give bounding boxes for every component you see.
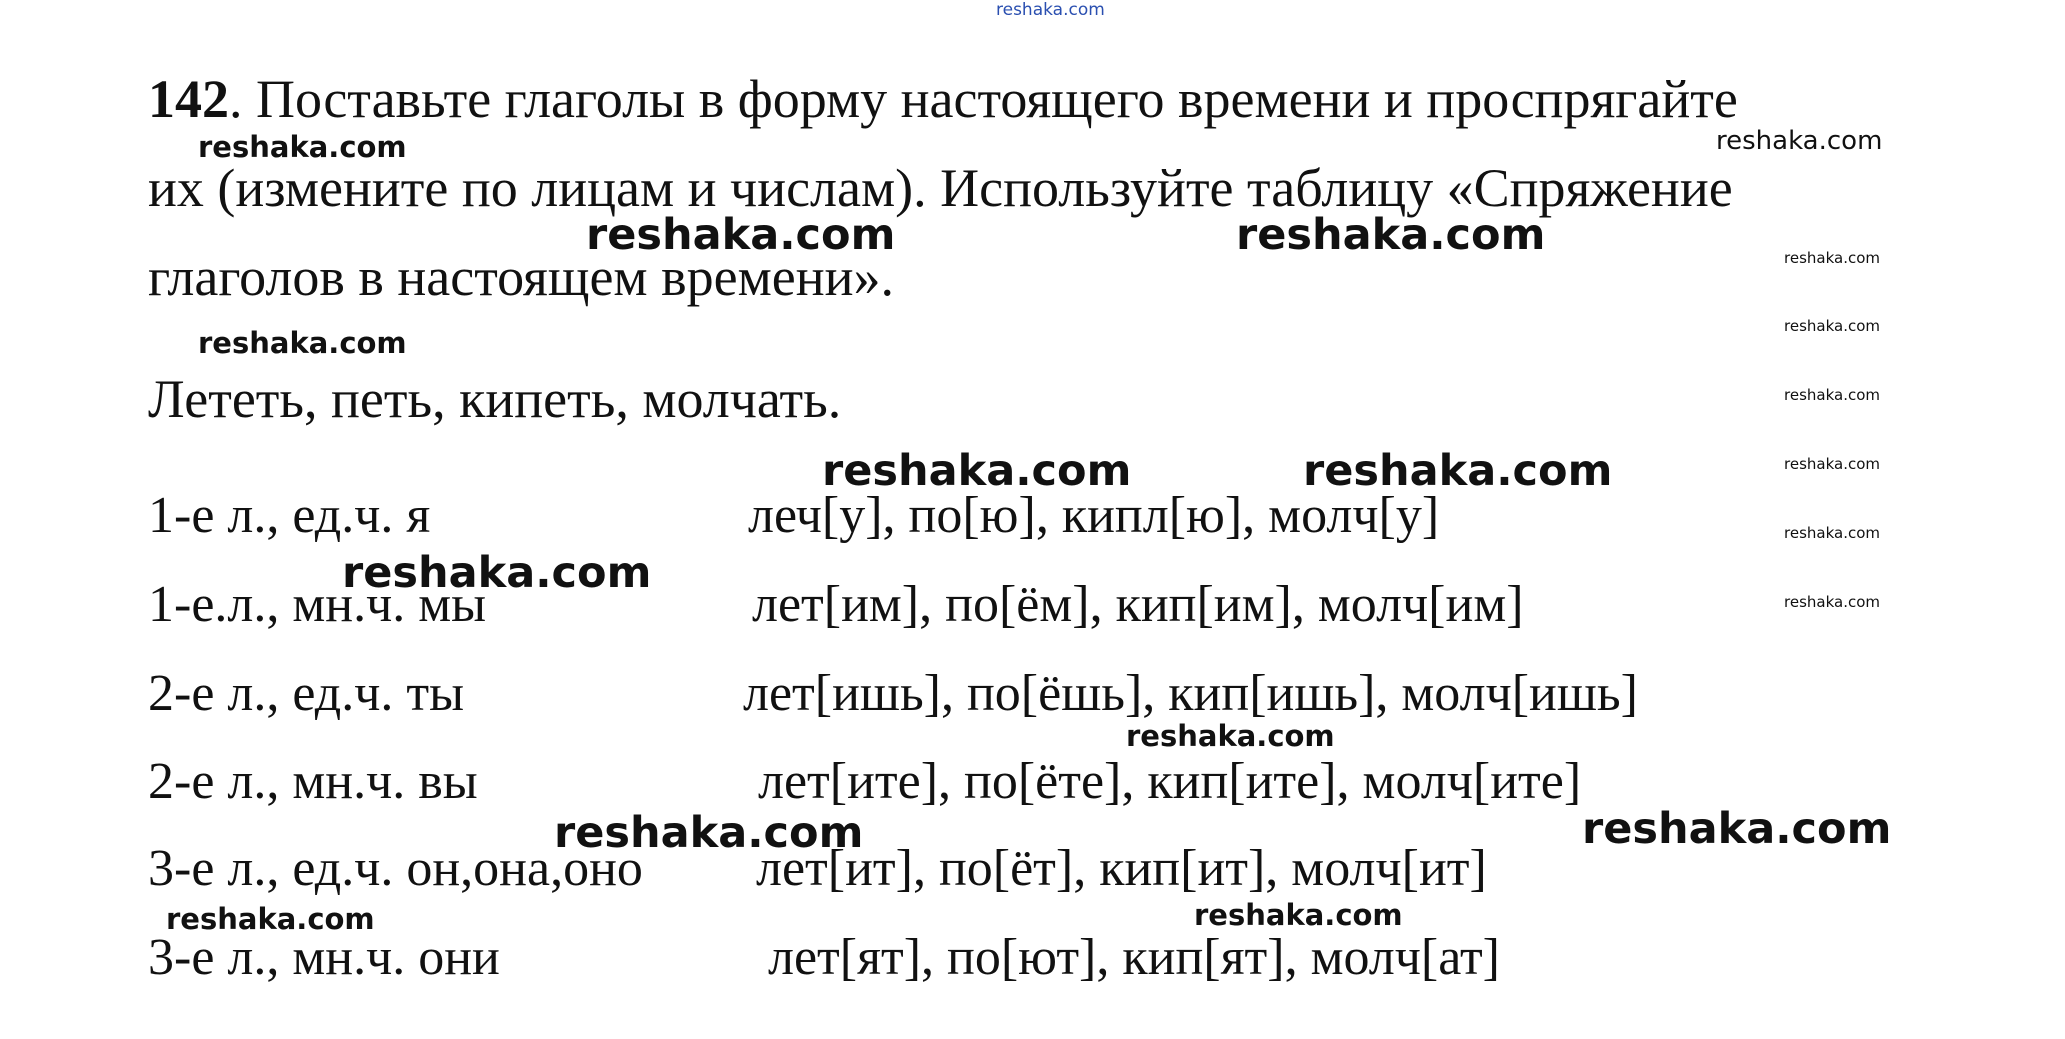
- watermark: reshaka.com: [1194, 898, 1403, 932]
- watermark: reshaka.com: [198, 326, 407, 360]
- conjugation-label-3pl: 3-е л., мн.ч. они: [148, 929, 500, 986]
- watermark: reshaka.com: [1126, 719, 1335, 753]
- watermark: reshaka.com: [1784, 317, 1880, 335]
- watermark: reshaka.com: [198, 130, 407, 164]
- watermark: reshaka.com: [1582, 804, 1892, 854]
- watermark: reshaka.com: [554, 808, 864, 858]
- conjugation-forms-3pl: лет[ят], по[ют], кип[ят], молч[ат]: [768, 929, 1500, 986]
- exercise-line-2: их (измените по лицам и числам). Используйте таблицу «Спряжение: [148, 158, 1733, 218]
- conjugation-forms-2sg: лет[ишь], по[ёшь], кип[ишь], молч[ишь]: [743, 665, 1638, 722]
- watermark: reshaka.com: [1784, 524, 1880, 542]
- watermark: reshaka.com: [342, 548, 652, 598]
- conjugation-forms-1sg: леч[у], по[ю], кипл[ю], молч[у]: [748, 487, 1440, 544]
- conjugation-label-2pl: 2-е л., мн.ч. вы: [148, 753, 478, 810]
- watermark-top: reshaka.com: [996, 0, 1105, 20]
- conjugation-label-1pl: 1-е.л., мн.ч. мы: [148, 576, 487, 633]
- watermark: reshaka.com: [822, 446, 1132, 496]
- conjugation-forms-2pl: лет[ите], по[ёте], кип[ите], молч[ите]: [758, 753, 1582, 810]
- conjugation-label-2sg: 2-е л., ед.ч. ты: [148, 665, 465, 722]
- conjugation-forms-3sg: лет[ит], по[ёт], кип[ит], молч[ит]: [756, 840, 1487, 897]
- exercise-instruction-part-1: . Поставьте глаголы в форму настоящего времени и проспрягайте: [229, 69, 1738, 129]
- watermark: reshaka.com: [1784, 386, 1880, 404]
- watermark: reshaka.com: [166, 902, 375, 936]
- watermark: reshaka.com: [1784, 249, 1880, 267]
- watermark: reshaka.com: [1784, 593, 1880, 611]
- exercise-number: 142: [148, 69, 229, 129]
- conjugation-forms-1pl: лет[им], по[ём], кип[им], молч[им]: [752, 576, 1524, 633]
- watermark: reshaka.com: [1236, 210, 1546, 260]
- watermark: reshaka.com: [1784, 455, 1880, 473]
- conjugation-label-3sg: 3-е л., ед.ч. он,она,оно: [148, 840, 643, 897]
- exercise-line-1: [148, 69, 1738, 129]
- conjugation-label-1sg: 1-е л., ед.ч. я: [148, 487, 431, 544]
- watermark: reshaka.com: [1716, 126, 1883, 156]
- verb-list: Лететь, петь, кипеть, молчать.: [148, 369, 842, 429]
- watermark: reshaka.com: [586, 210, 896, 260]
- watermark: reshaka.com: [1303, 446, 1613, 496]
- exercise-line-3: глаголов в настоящем времени».: [148, 247, 895, 307]
